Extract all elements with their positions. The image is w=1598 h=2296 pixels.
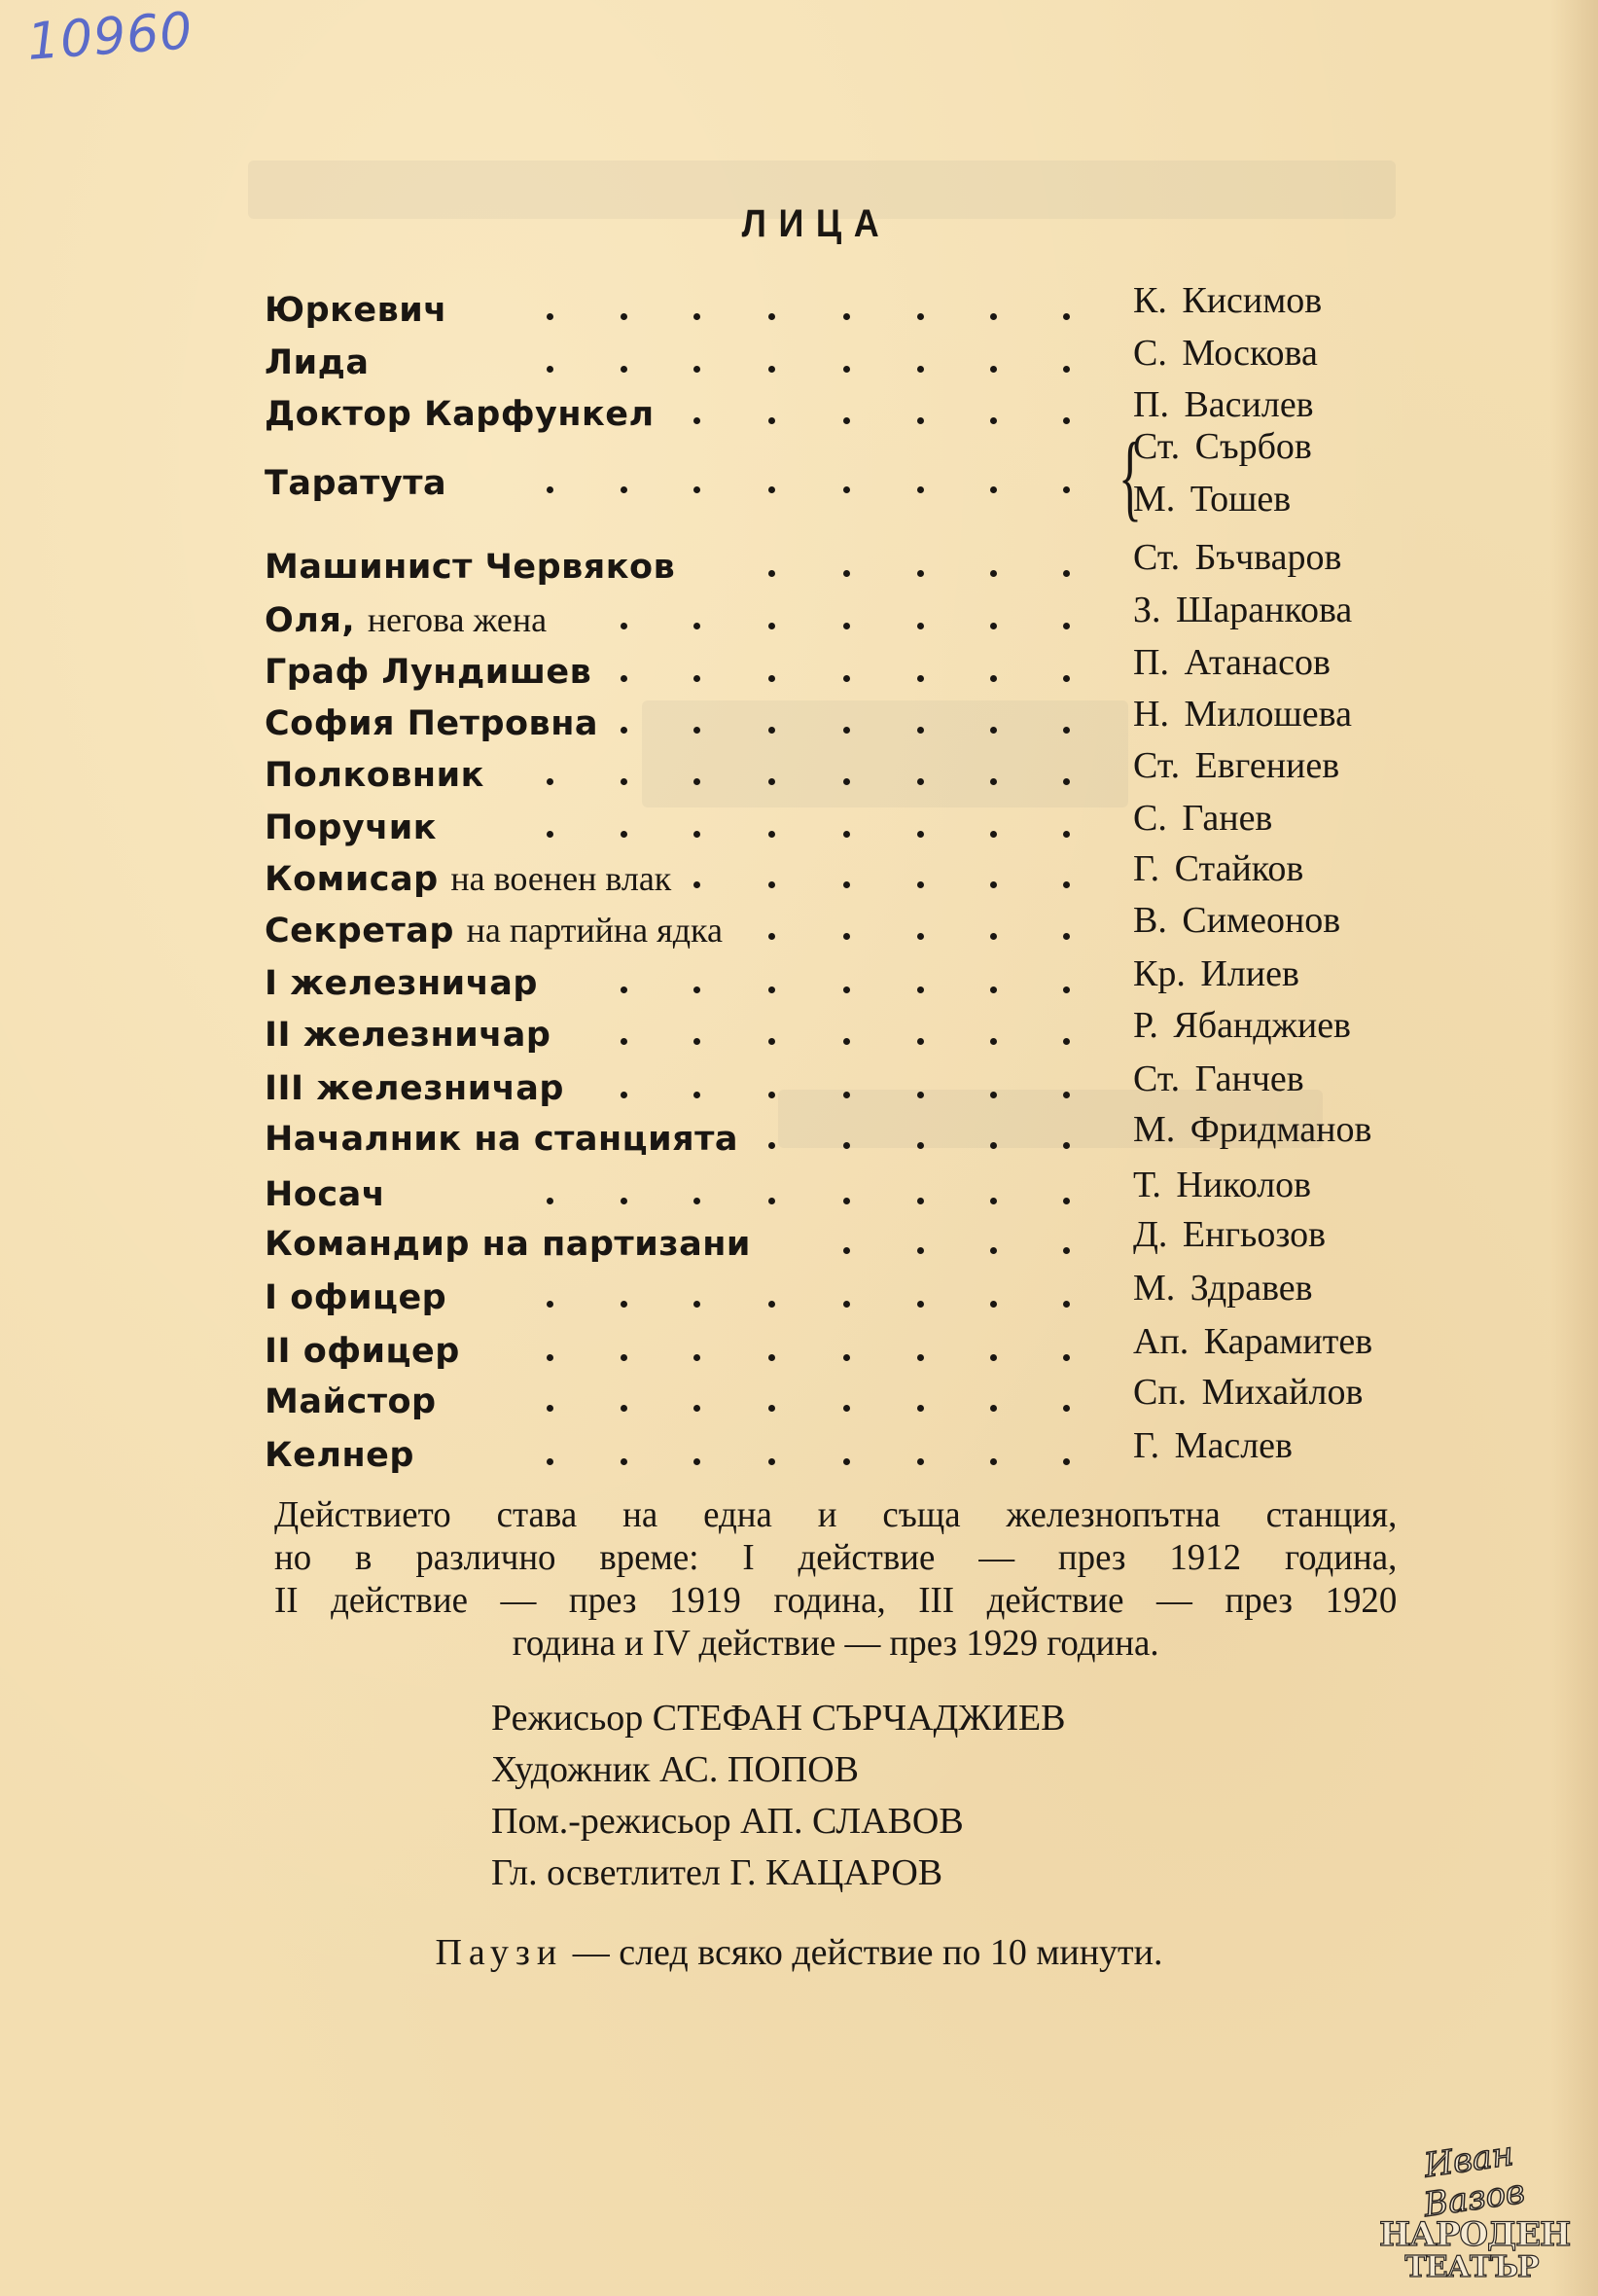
leader-dot (990, 881, 997, 888)
role-title: II железничар (265, 1016, 551, 1055)
actor-name: Д. Енгьозов (1133, 1214, 1327, 1255)
leader-dot (547, 313, 553, 320)
leader-dot (1063, 313, 1070, 320)
leader-dot (621, 366, 627, 373)
role-title: I офицер (265, 1278, 447, 1317)
actor-name: П. Атанасов (1133, 642, 1331, 683)
leader-dot (917, 675, 924, 682)
leader-dot (621, 675, 627, 682)
leader-dot (990, 987, 997, 993)
cast-row (0, 384, 1598, 441)
leader-dot (917, 313, 924, 320)
leader-dot (1063, 1405, 1070, 1412)
role-title: I железничар (265, 964, 538, 1003)
leader-dot (843, 570, 850, 577)
cast-row (0, 694, 1598, 750)
leader-dot (693, 987, 700, 993)
leader-dot (621, 1198, 627, 1204)
cast-row (0, 848, 1598, 905)
actor-name: С. Москова (1133, 333, 1318, 374)
leader-dot (990, 778, 997, 785)
leader-dot (843, 417, 850, 424)
leader-dot (1063, 881, 1070, 888)
leader-dot (917, 1092, 924, 1098)
setting-paragraph (274, 1493, 1397, 1665)
brace-icon: { (1119, 422, 1142, 530)
leader-dot (768, 1458, 775, 1465)
logo-line-2: ТЕАТЪР (1404, 2250, 1539, 2284)
leader-dot (621, 1038, 627, 1045)
leader-dot (621, 486, 627, 493)
credit-assistant-director: Пом.-режисьор АП. СЛАВОВ (491, 1801, 964, 1842)
role-title: Доктор Карфункел (265, 395, 655, 434)
leader-dot (843, 831, 850, 838)
cast-row (0, 1165, 1598, 1221)
leader-dot (1063, 366, 1070, 373)
role-title: Полковник (265, 756, 484, 795)
leader-dot (843, 1354, 850, 1361)
role-title: Таратута (265, 464, 447, 503)
cast-row (0, 1109, 1598, 1166)
leader-dot (768, 1301, 775, 1308)
leader-dot (768, 1092, 775, 1098)
cast-row (0, 745, 1598, 802)
actor-name: Ст. Бъчваров (1133, 537, 1342, 578)
actor-name: Ап. Карамитев (1133, 1321, 1373, 1362)
role-title: Оля, (265, 601, 356, 640)
leader-dot (1063, 623, 1070, 629)
leader-dot (843, 1038, 850, 1045)
leader-dot (843, 486, 850, 493)
leader-dot (843, 1092, 850, 1098)
setting-line: но в различно време: I действие — през 1912 година, (274, 1537, 1398, 1578)
leader-dot (1063, 570, 1070, 577)
cast-row (0, 900, 1598, 956)
actor-name: З. Шаранкова (1133, 590, 1353, 630)
leader-dot (693, 831, 700, 838)
leader-dot (917, 1038, 924, 1045)
leader-dot (768, 831, 775, 838)
leader-dot (917, 933, 924, 940)
leader-dot (1063, 727, 1070, 734)
leader-dot (917, 1458, 924, 1465)
inventory-number: 10960 (25, 2, 195, 72)
actor-name: М. Фридманов (1133, 1109, 1372, 1150)
setting-line: Действието става на една и съща железнопътна станция, (274, 1494, 1398, 1535)
role-note: на военен влак (450, 859, 672, 898)
role-title: Поручик (265, 808, 438, 847)
leader-dots (0, 457, 1598, 510)
leader-dots (0, 1218, 1598, 1271)
actor-name: Г. Маслев (1133, 1425, 1293, 1466)
cast-row (0, 953, 1598, 1010)
leader-dot (768, 1038, 775, 1045)
actor-name: Г. Стайков (1133, 848, 1304, 889)
leader-dot (621, 1092, 627, 1098)
leader-dot (693, 727, 700, 734)
leader-dot (917, 1198, 924, 1204)
cast-row (0, 590, 1598, 646)
role-title: Юркевич (265, 291, 447, 330)
leader-dot (843, 1301, 850, 1308)
leader-dot (990, 313, 997, 320)
role-title: Лида (265, 343, 370, 382)
pauses-label: Паузи (435, 1932, 564, 1973)
leader-dot (990, 831, 997, 838)
leader-dot (1063, 831, 1070, 838)
leader-dot (693, 1038, 700, 1045)
leader-dot (693, 1301, 700, 1308)
leader-dot (547, 831, 553, 838)
leader-dot (917, 623, 924, 629)
leader-dot (917, 831, 924, 838)
leader-dot (547, 1458, 553, 1465)
leader-dots (0, 749, 1598, 802)
leader-dot (1063, 1142, 1070, 1149)
actor-name: Ст. Ганчев (1133, 1058, 1304, 1099)
leader-dot (621, 1354, 627, 1361)
actor-name: П. Василев (1133, 384, 1314, 425)
leader-dot (693, 1354, 700, 1361)
leader-dot (768, 313, 775, 320)
leader-dot (843, 1247, 850, 1254)
leader-dot (547, 1405, 553, 1412)
leader-dot (1063, 675, 1070, 682)
leader-dot (843, 1198, 850, 1204)
role-title: Майстор (265, 1382, 437, 1421)
role-title: Келнер (265, 1436, 414, 1475)
leader-dot (768, 570, 775, 577)
actor-name: Ст. Сърбов (1133, 426, 1312, 467)
leader-dot (621, 623, 627, 629)
leader-dot (1063, 1247, 1070, 1254)
leader-dots (0, 852, 1598, 905)
credit-lighting: Гл. осветлител Г. КАЦАРОВ (491, 1852, 943, 1893)
role-title: Носач (265, 1175, 386, 1214)
actor-name: М. Тошев (1133, 479, 1292, 520)
logo-line-1: НАРОДЕН (1379, 2215, 1571, 2254)
leader-dot (547, 1301, 553, 1308)
cast-row (0, 1425, 1598, 1482)
leader-dot (990, 1405, 997, 1412)
credits (491, 1693, 1065, 1899)
leader-dots (0, 284, 1598, 337)
leader-dot (693, 675, 700, 682)
leader-dots (0, 1009, 1598, 1061)
leader-dot (990, 675, 997, 682)
leader-dot (917, 1247, 924, 1254)
leader-dot (990, 366, 997, 373)
leader-dot (1063, 1038, 1070, 1045)
leader-dot (693, 778, 700, 785)
leader-dot (843, 1458, 850, 1465)
leader-dot (990, 1038, 997, 1045)
leader-dot (621, 313, 627, 320)
page-title: ЛИЦА (741, 202, 892, 245)
leader-dot (843, 675, 850, 682)
leader-dot (990, 1458, 997, 1465)
leader-dots (0, 698, 1598, 750)
leader-dot (990, 1092, 997, 1098)
leader-dot (843, 933, 850, 940)
leader-dot (693, 1198, 700, 1204)
role-title: Машинист Червяков (265, 548, 676, 587)
leader-dot (1063, 1458, 1070, 1465)
leader-dot (843, 987, 850, 993)
leader-dot (917, 987, 924, 993)
leader-dot (768, 727, 775, 734)
leader-dot (621, 1458, 627, 1465)
leader-dot (917, 1354, 924, 1361)
leader-dot (693, 366, 700, 373)
leader-dot (990, 1354, 997, 1361)
leader-dot (843, 881, 850, 888)
role-title: Комисар (265, 860, 439, 899)
leader-dot (768, 933, 775, 940)
leader-dot (693, 1405, 700, 1412)
actor-name: Ст. Евгениев (1133, 745, 1340, 786)
leader-dot (621, 778, 627, 785)
leader-dot (917, 486, 924, 493)
cast-row (0, 280, 1598, 337)
credit-director: Режисьор СТЕФАН СЪРЧАДЖИЕВ (491, 1698, 1066, 1739)
role-title: Секретар (265, 912, 454, 951)
leader-dot (547, 486, 553, 493)
leader-dot (990, 1142, 997, 1149)
leader-dot (990, 1198, 997, 1204)
role-title: III железничар (265, 1069, 564, 1108)
actor-name: К. Кисимов (1133, 280, 1323, 321)
leader-dot (990, 1247, 997, 1254)
leader-dot (843, 623, 850, 629)
leader-dot (1063, 1354, 1070, 1361)
leader-dot (917, 727, 924, 734)
leader-dot (693, 623, 700, 629)
leader-dot (547, 778, 553, 785)
leader-dot (768, 778, 775, 785)
theatre-logo (1379, 2134, 1571, 2284)
leader-dot (917, 881, 924, 888)
leader-dot (990, 623, 997, 629)
leader-dot (621, 727, 627, 734)
leader-dot (693, 1458, 700, 1465)
actor-name: Н. Милошева (1133, 694, 1352, 735)
leader-dots (0, 593, 1598, 646)
actor-name: Кр. Илиев (1133, 953, 1299, 994)
leader-dot (917, 1301, 924, 1308)
leader-dots (0, 1168, 1598, 1221)
leader-dot (843, 1405, 850, 1412)
leader-dot (693, 486, 700, 493)
leader-dot (843, 1142, 850, 1149)
leader-dot (693, 881, 700, 888)
leader-dot (693, 1092, 700, 1098)
leader-dot (843, 727, 850, 734)
leader-dot (990, 570, 997, 577)
leader-dot (768, 1405, 775, 1412)
role-title: Граф Лундишев (265, 653, 592, 692)
leader-dot (1063, 778, 1070, 785)
setting-line: II действие — през 1919 година, III действие — през 1920 (274, 1580, 1398, 1621)
leader-dot (768, 881, 775, 888)
leader-dot (1063, 417, 1070, 424)
leader-dot (768, 623, 775, 629)
leader-dot (768, 1354, 775, 1361)
leader-dot (1063, 1301, 1070, 1308)
leader-dot (547, 366, 553, 373)
leader-dots (0, 646, 1598, 699)
leader-dot (1063, 1092, 1070, 1098)
pauses-note (0, 1931, 1598, 1974)
leader-dot (621, 1405, 627, 1412)
actor-name: Т. Николов (1133, 1165, 1312, 1205)
leader-dot (990, 417, 997, 424)
leader-dot (547, 1198, 553, 1204)
leader-dot (768, 987, 775, 993)
leader-dots (0, 957, 1598, 1010)
actor-name: В. Симеонов (1133, 900, 1341, 941)
role-note: негова жена (367, 600, 548, 639)
leader-dot (990, 486, 997, 493)
cast-row (0, 537, 1598, 593)
leader-dot (547, 1354, 553, 1361)
leader-dot (917, 417, 924, 424)
leader-dot (768, 417, 775, 424)
leader-dot (768, 1142, 775, 1149)
leader-dot (917, 778, 924, 785)
leader-dot (990, 727, 997, 734)
actor-name: Р. Ябанджиев (1133, 1005, 1351, 1046)
leader-dots (0, 904, 1598, 956)
leader-dot (1063, 987, 1070, 993)
leader-dot (917, 1405, 924, 1412)
leader-dot (917, 366, 924, 373)
actor-name: М. Здравев (1133, 1268, 1313, 1309)
logo-signature: Иван Вазов (1421, 2134, 1528, 2225)
cast-row (0, 642, 1598, 699)
cast-row (0, 1214, 1598, 1271)
setting-line: година и IV действие — през 1929 година. (512, 1623, 1159, 1664)
leader-dot (1063, 933, 1070, 940)
leader-dot (693, 417, 700, 424)
leader-dot (1063, 1198, 1070, 1204)
leader-dot (768, 486, 775, 493)
cast-row (0, 798, 1598, 854)
leader-dot (917, 570, 924, 577)
cast-row (0, 1372, 1598, 1428)
leader-dot (1063, 486, 1070, 493)
leader-dot (621, 1301, 627, 1308)
role-title: София Петровна (265, 704, 599, 743)
leader-dot (990, 1301, 997, 1308)
cast-row (0, 422, 1598, 530)
role-title: II офицер (265, 1332, 460, 1371)
role-note: на партийна ядка (466, 911, 723, 950)
leader-dot (768, 675, 775, 682)
leader-dot (768, 1198, 775, 1204)
leader-dot (917, 1142, 924, 1149)
leader-dot (693, 313, 700, 320)
pauses-text: — след всяко действие по 10 минути. (563, 1932, 1163, 1973)
leader-dots (0, 802, 1598, 854)
leader-dot (990, 933, 997, 940)
leader-dot (843, 778, 850, 785)
credit-designer: Художник АС. ПОПОВ (491, 1749, 859, 1790)
leader-dot (621, 831, 627, 838)
role-title: Командир на партизани (265, 1225, 751, 1264)
actor-name: Сп. Михайлов (1133, 1372, 1364, 1413)
leader-dots (0, 337, 1598, 389)
leader-dot (843, 366, 850, 373)
cast-row (0, 333, 1598, 389)
cast-row (0, 1005, 1598, 1061)
leader-dots (0, 1429, 1598, 1482)
role-title: Началник на станцията (265, 1120, 738, 1159)
leader-dot (843, 313, 850, 320)
leader-dot (768, 366, 775, 373)
leader-dots (0, 388, 1598, 441)
actor-name: С. Ганев (1133, 798, 1273, 839)
leader-dots (0, 541, 1598, 593)
leader-dot (621, 987, 627, 993)
